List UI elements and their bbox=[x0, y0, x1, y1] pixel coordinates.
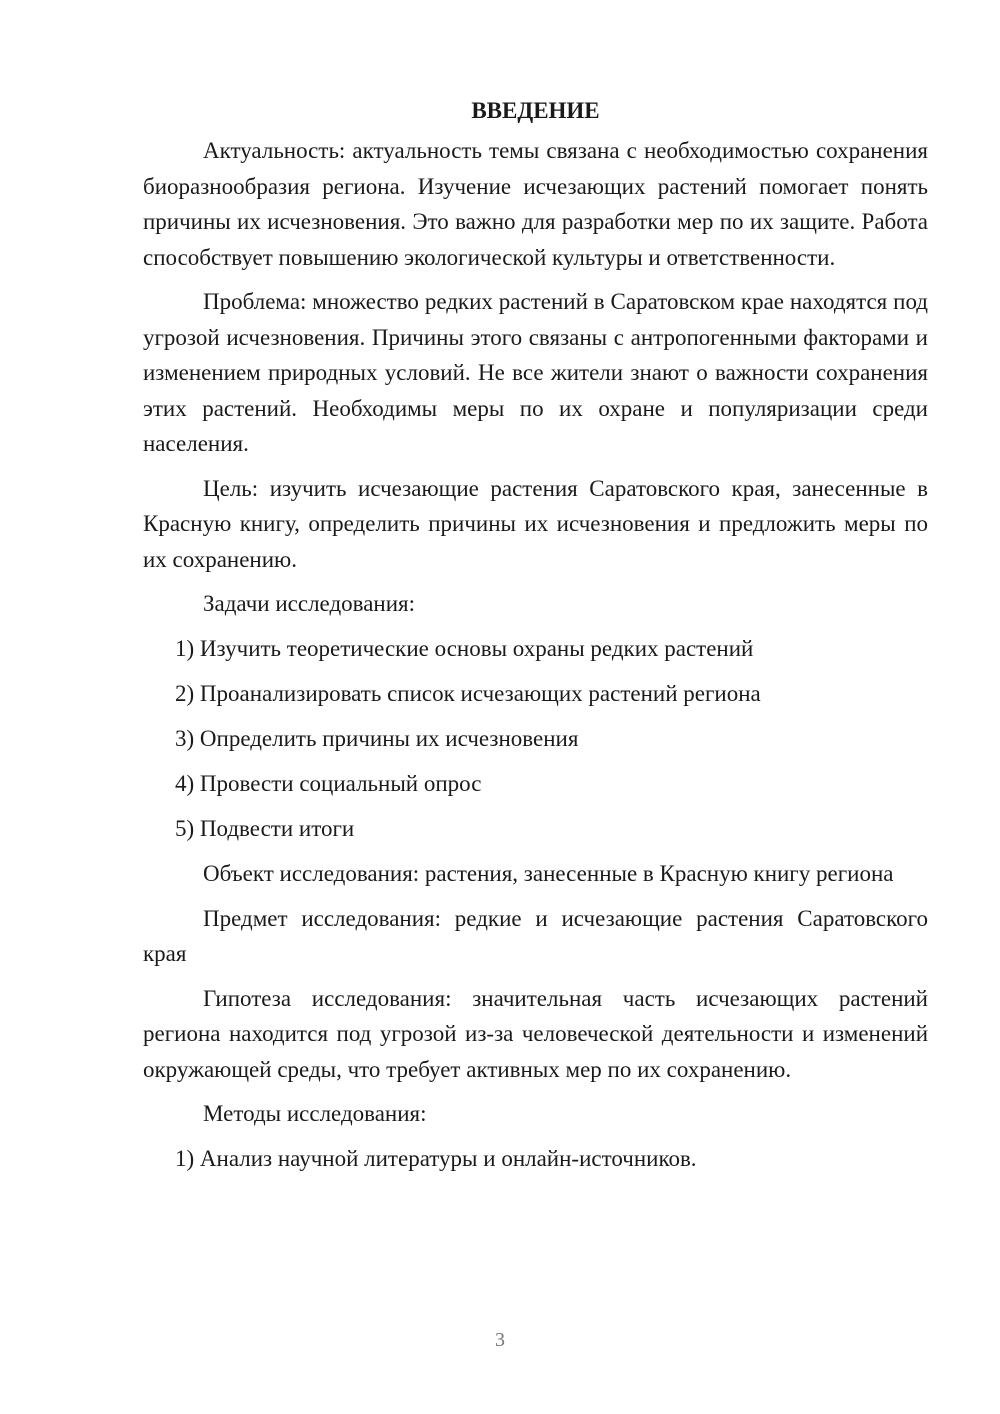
methods-heading: Методы исследования: bbox=[203, 1101, 427, 1126]
list-item: 2) Проанализировать список исчезающих растений региона bbox=[175, 681, 761, 706]
paragraph-object: Объект исследования: растения, занесенные в Красную книгу региона bbox=[203, 861, 894, 886]
paragraph-relevance: Актуальность: актуальность темы связана с необходимостью сохранения биоразнообразия региона. Изучение исчезающих растений помогает понять причины их исчезновения. Это важно для разработки мер по их защите. Работа способствует повышению экологической культуры и ответственности. bbox=[143, 138, 928, 270]
list-item: 4) Провести социальный опрос bbox=[175, 771, 482, 796]
list-item: 5) Подвести итоги bbox=[175, 816, 355, 841]
list-item: 3) Определить причины их исчезновения bbox=[175, 726, 579, 751]
list-item: 1) Анализ научной литературы и онлайн-источников. bbox=[175, 1146, 697, 1171]
page-number: 3 bbox=[495, 1329, 505, 1351]
paragraph-subject: Предмет исследования: редкие и исчезающие растения Саратовского края bbox=[143, 905, 928, 966]
tasks-heading: Задачи исследования: bbox=[203, 591, 416, 616]
paragraph-hypothesis: Гипотеза исследования: значительная часть исчезающих растений региона находится под угрозой из-за человеческой деятельности и изменений окружающей среды, что требует активных мер по их сохранению. bbox=[143, 985, 928, 1082]
paragraph-problem: Проблема: множество редких растений в Саратовском крае находятся под угрозой исчезновения. Причины этого связаны с антропогенными факторами и изменением природных условий. Не все жители знают о важности сохранения этих растений. Необходимы меры по их охране и популяризации среди населения. bbox=[143, 289, 928, 456]
list-item: 1) Изучить теоретические основы охраны редких растений bbox=[175, 636, 754, 661]
page-content bbox=[143, 93, 928, 1186]
paragraph-goal: Цель: изучить исчезающие растения Саратовского края, занесенные в Красную книгу, определить причины их исчезновения и предложить меры по их сохранению. bbox=[143, 475, 928, 572]
section-heading: ВВЕДЕНИЕ bbox=[471, 98, 600, 123]
